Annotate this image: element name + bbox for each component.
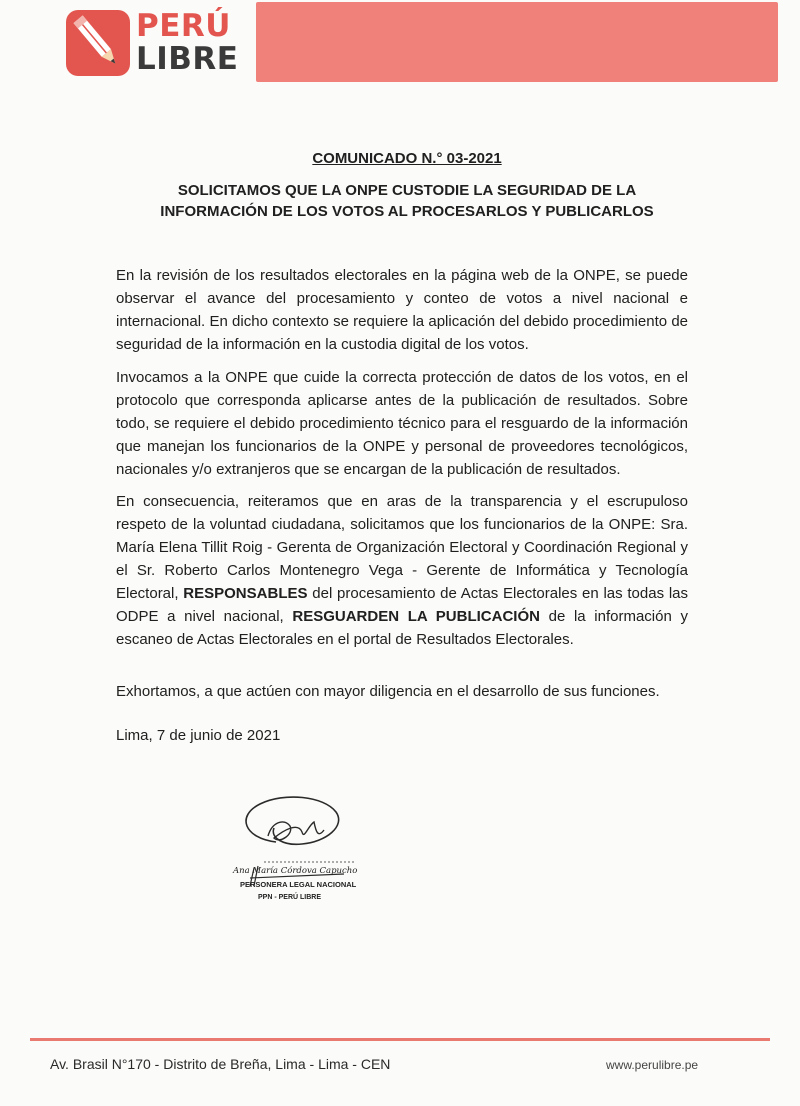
footer-divider (30, 1038, 770, 1041)
signer-party: PPN - PERÚ LIBRE (258, 894, 322, 901)
paragraph-3-part-3: de la información y escaneo de Actas Electorales en el portal de Resultados Electorales. (116, 608, 688, 648)
date-place: Lima, 7 de junio de 2021 (116, 727, 281, 744)
logo-text (136, 10, 238, 76)
paragraph-3-part-1: En consecuencia, reiteramos que en aras de la transparencia y el escrupuloso respeto de la voluntad ciudadana, solicitamos que los funcionarios de la ONPE: Sra. María Elena Tillit Roig - Gerenta de Organización Electoral y Coordinación Regional y el Sr. Roberto Carlos Montenegro Vega - Gerente de Informática y Tecnología Electoral, (116, 493, 688, 602)
paragraph-2: Invocamos a la ONPE que cuide la correcta protección de datos de los votos, en el protocolo que corresponda aplicarse antes de la publicación de resultados. Sobre todo, se requiere el debido procedimiento técnico para el resguardo de la información que manejan los funcionarios de la ONPE y personal de proveedores tecnológicos, nacionales y/o extranjeros que se encargan de la publicación de resultados. (116, 369, 688, 478)
footer-website: www.perulibre.pe (606, 1058, 699, 1072)
pencil-icon (66, 10, 130, 76)
paragraph-3-bold-1: RESPONSABLES (183, 585, 308, 602)
document-number: COMUNICADO N.° 03-2021 (312, 150, 502, 167)
footer-address: Av. Brasil N°170 - Distrito de Breña, Lima - Lima - CEN (50, 1056, 391, 1072)
paragraph-4: Exhortamos, a que actúen con mayor diligencia en el desarrollo de sus funciones. (116, 683, 660, 700)
subject-line-1: SOLICITAMOS QUE LA ONPE CUSTODIE LA SEGURIDAD DE LA (177, 182, 637, 199)
logo-line-peru: PERÚ (136, 8, 231, 44)
paragraph-3 (116, 490, 688, 651)
signer-name: Ana María Córdova Capucho (233, 866, 358, 876)
signer-role: PERSONERA LEGAL NACIONAL (240, 880, 357, 889)
document-subject (120, 180, 694, 222)
subject-line-2: INFORMACIÓN DE LOS VOTOS AL PROCESARLOS Y PUBLICARLOS (160, 203, 654, 220)
paragraph-1: En la revisión de los resultados electorales en la página web de la ONPE, se puede observar el avance del procesamiento y conteo de votos a nivel nacional e internacional. En dicho contexto se requiere la aplicación del debido procedimiento de seguridad de la información en la custodia digital de los votos. (116, 267, 688, 353)
header-bar (256, 2, 778, 82)
paragraph-3-bold-2: RESGUARDEN LA PUBLICACIÓN (292, 608, 540, 625)
logo (66, 8, 246, 80)
logo-line-libre: LIBRE (136, 41, 239, 77)
paragraph-3-part-2: del procesamiento de Actas Electorales en las todas las ODPE a nivel nacional, (116, 585, 688, 625)
